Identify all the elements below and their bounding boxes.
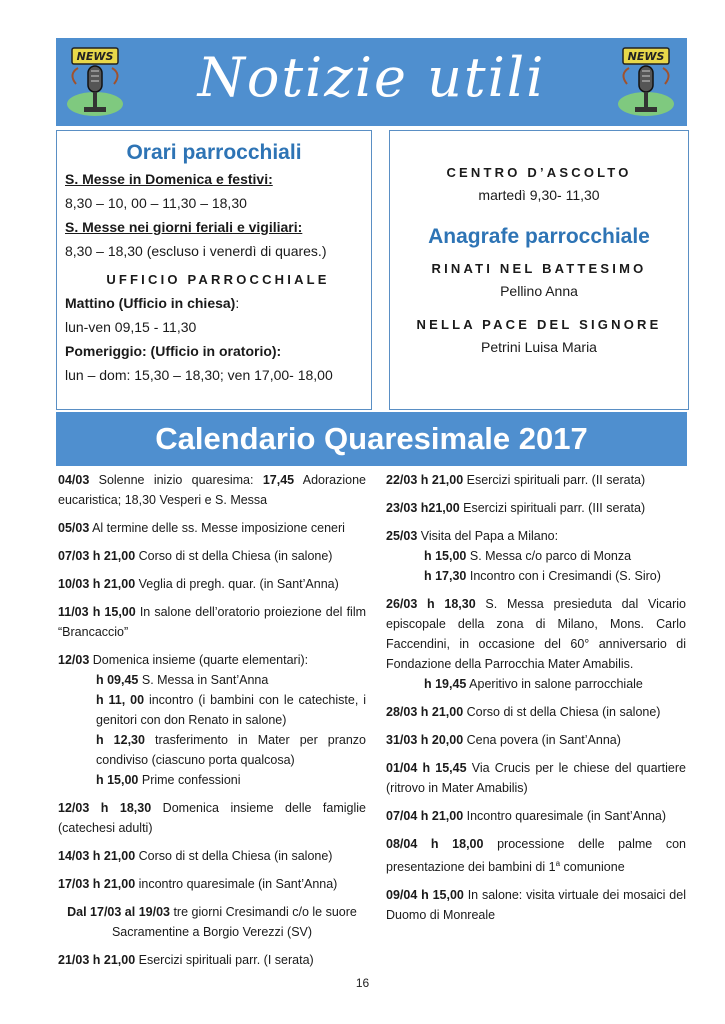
orari-box: [56, 130, 372, 410]
calendar-banner: [56, 412, 687, 466]
list-item: 11/03 h 15,00 In salone dell’oratorio proiezione del film “Brancaccio”: [58, 605, 367, 639]
pace-name: Petrini Luisa Maria: [481, 339, 597, 355]
svg-text:NEWS: NEWS: [627, 50, 665, 63]
mattino-colon: :: [235, 295, 240, 311]
list-item: 12/03 Domenica insieme (quarte elementari): h 09,45 S. Messa in Sant’Anna h 11, 00 incontro (i bambini con le catechiste, i genitori con don Renato in salone) h 12,30 trasferimento in Mater per pranzo condiviso (ciascuno porta qualcosa) h 15,00 Prime confessioni: [58, 653, 367, 787]
list-item: 25/03 Visita del Papa a Milano: h 15,00 S. Messa c/o parco di Monza h 17,30 Incontro con i Cresimandi (S. Siro): [386, 529, 661, 583]
list-item: 08/04 h 18,00 processione delle palme con presentazione dei bambini di 1$^a$ comunione: [386, 837, 686, 875]
list-item: 07/03 h 21,00 Corso di st della Chiesa (in salone): [58, 549, 333, 563]
list-item: 05/03 Al termine delle ss. Messe imposizione ceneri: [58, 521, 345, 535]
mattino-times: lun-ven 09,15 - 11,30: [65, 319, 197, 335]
list-item: Dal 17/03 al 19/03 tre giorni Cresimandi c/o le suore Sacramentine a Borgio Verezzi (SV): [67, 905, 357, 939]
page-title: Notizie utili: [197, 46, 546, 109]
list-item: 07/04 h 21,00 Incontro quaresimale (in Sant’Anna): [386, 809, 667, 823]
list-item: 21/03 h 21,00 Esercizi spirituali parr. (I serata): [58, 953, 314, 967]
ascolto-heading: CENTRO D’ASCOLTO: [446, 165, 632, 180]
battesimo-name: Pellino Anna: [500, 283, 578, 299]
calendar-left-column: [58, 470, 366, 978]
pace-heading: NELLA PACE DEL SIGNORE: [416, 317, 662, 332]
mattino-label: Mattino (Ufficio in chiesa): [65, 295, 236, 311]
list-item: 09/04 h 15,00 In salone: visita virtuale dei mosaici del Duomo di Monreale: [386, 888, 686, 923]
list-item: 12/03 h 18,30 Domenica insieme delle famiglie (catechesi adulti): [58, 801, 366, 835]
battesimo-heading: RINATI NEL BATTESIMO: [431, 261, 647, 276]
feriali-times: 8,30 – 18,30 (escluso i venerdì di quares.): [65, 243, 327, 259]
list-item: 17/03 h 21,00 incontro quaresimale (in Sant’Anna): [58, 877, 338, 891]
list-item: 01/04 h 15,45 Via Crucis per le chiese del quartiere (ritrovo in Mater Amabilis): [386, 761, 686, 795]
svg-text:NEWS: NEWS: [76, 50, 114, 63]
calendar-title: Calendario Quaresimale 2017: [155, 421, 588, 456]
calendar-right-column: [386, 470, 686, 933]
header-banner: [56, 38, 687, 126]
list-item: 22/03 h 21,00 Esercizi spirituali parr. (II serata): [386, 473, 646, 487]
festivi-label: S. Messe in Domenica e festivi:: [65, 171, 273, 187]
feriali-label: S. Messe nei giorni feriali e vigiliari:: [65, 219, 303, 235]
news-microphone-icon: [615, 44, 677, 120]
list-item: 10/03 h 21,00 Veglia di pregh. quar. (in Sant’Anna): [58, 577, 339, 591]
orari-heading: Orari parrocchiali: [126, 141, 302, 164]
list-item: 14/03 h 21,00 Corso di st della Chiesa (in salone): [58, 849, 333, 863]
list-item: 31/03 h 20,00 Cena povera (in Sant’Anna): [386, 733, 621, 747]
festivi-times: 8,30 – 10, 00 – 11,30 – 18,30: [65, 195, 247, 211]
pomeriggio-times: lun – dom: 15,30 – 18,30; ven 17,00- 18,00: [65, 367, 333, 383]
pomeriggio-label: Pomeriggio: (Ufficio in oratorio):: [65, 343, 282, 359]
list-item: 23/03 h21,00 Esercizi spirituali parr. (III serata): [386, 501, 646, 515]
ascolto-box: [389, 130, 689, 410]
ufficio-heading: UFFICIO PARROCCHIALE: [106, 272, 330, 287]
list-item: 28/03 h 21,00 Corso di st della Chiesa (in salone): [386, 705, 661, 719]
ascolto-times: martedì 9,30- 11,30: [478, 187, 600, 203]
page-number: 16: [355, 976, 370, 990]
mattino-row: [65, 291, 371, 315]
list-item: 04/03 Solenne inizio quaresima: 17,45 Adorazione eucaristica; 18,30 Vesperi e S. Messa: [58, 473, 366, 507]
list-item: 26/03 h 18,30 S. Messa presieduta dal Vicario episcopale della zona di Milano, Mons. Carlo Faccendini, in occasione del 60° anniversario di Fondazione della Parrocchia Mater Amabilis. h 19,45 Aperitivo in salone parrocchiale: [386, 597, 686, 691]
anagrafe-heading: Anagrafe parrocchiale: [428, 225, 650, 248]
